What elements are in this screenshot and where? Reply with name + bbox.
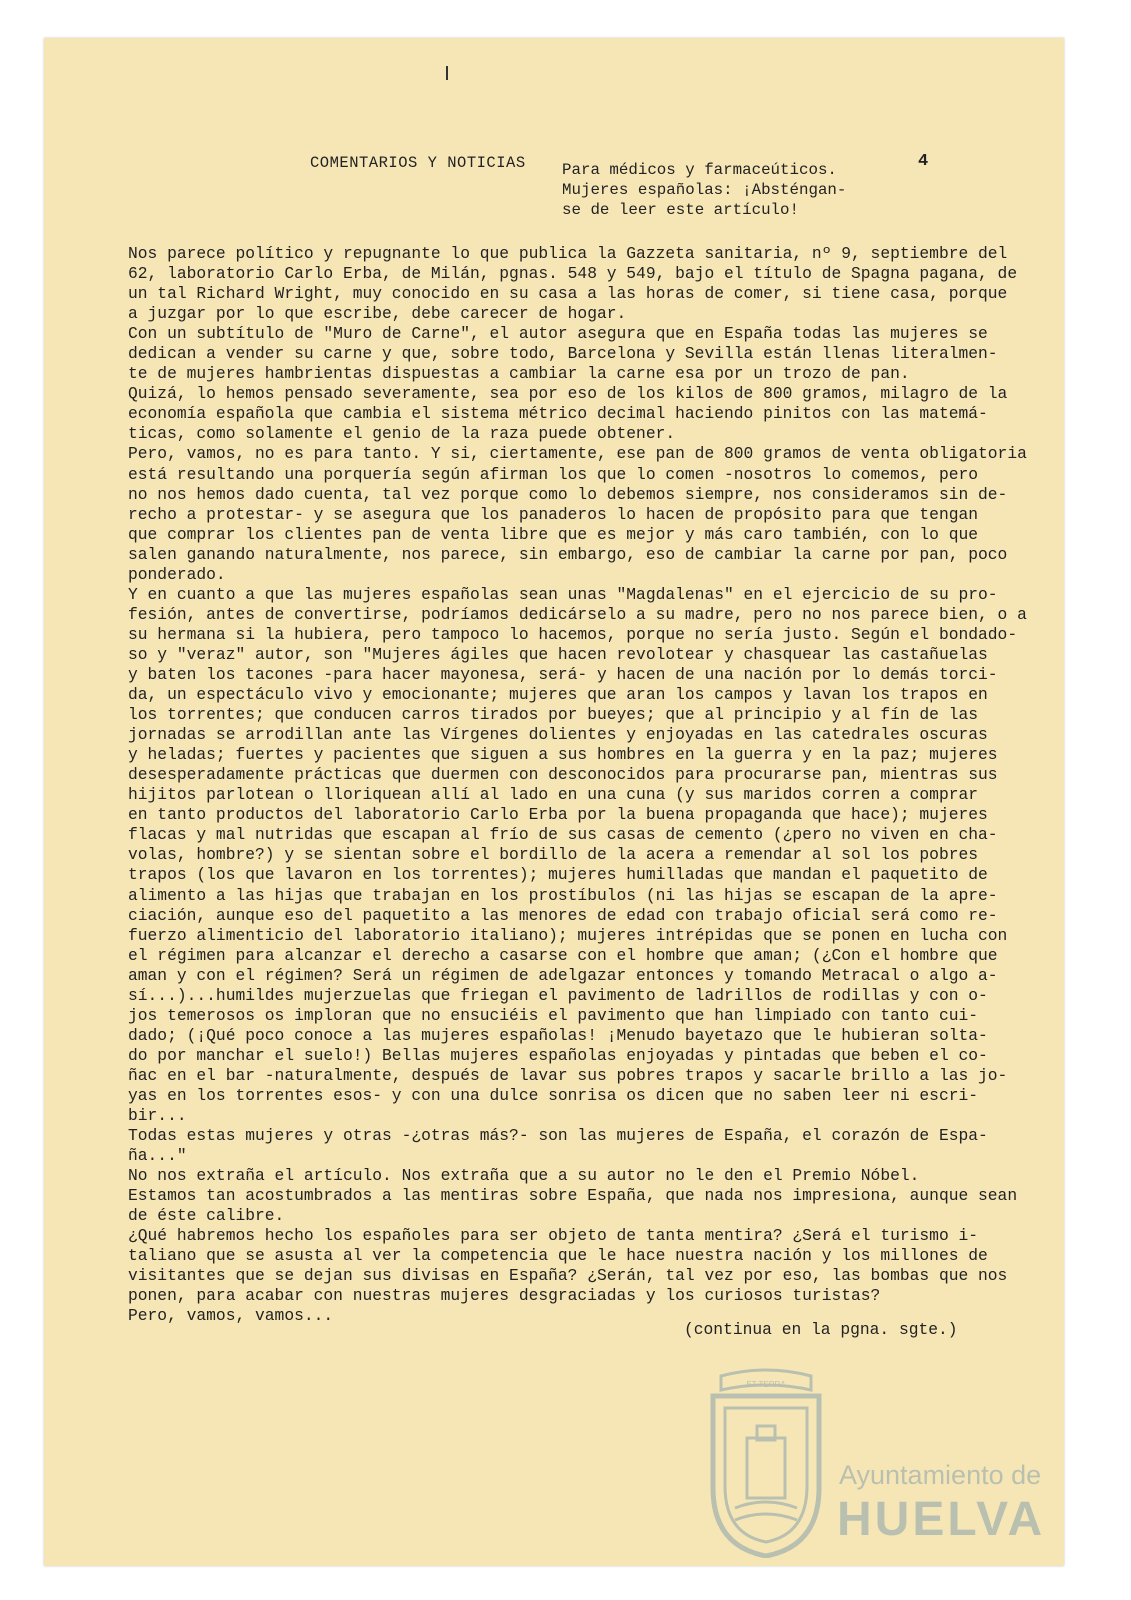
- body-line: ciación, aunque eso del paquetito a las menores de edad con trabajo oficial será como re-: [128, 905, 998, 925]
- body-line: alimento a las hijas que trabajan en los prostíbulos (ni las hijas se escapan de la apre-: [128, 885, 998, 905]
- body-line: 62, laboratorio Carlo Erba, de Milán, pgnas. 548 y 549, bajo el título de Spagna pagana, de: [128, 264, 1018, 284]
- continuation-note: (continua en la pgna. sgte.): [684, 1320, 958, 1339]
- body-line: que comprar los clientes pan de venta libre que es mejor y más caro también, con lo que: [128, 524, 979, 544]
- body-line: bir...: [128, 1106, 187, 1126]
- side-note: [562, 160, 846, 220]
- page-number: 4: [918, 152, 929, 171]
- watermark-line1: Ayuntamiento de: [839, 1460, 1042, 1490]
- body-line: salen ganando naturalmente, nos parece, sin embargo, eso de cambiar la carne por pan, poco: [128, 544, 1008, 564]
- punch-mark: [446, 66, 448, 80]
- body-line: Y en cuanto a que las mujeres españolas sean unas "Magdalenas" en el ejercicio de su pro-: [128, 584, 998, 604]
- body-line: jornadas se arrodillan ante las Vírgenes dolientes y enjoyadas en las catedrales oscuras: [128, 725, 988, 745]
- body-line: Todas estas mujeres y otras -¿otras más?- son las mujeres de España, el corazón de Espa-: [128, 1126, 988, 1146]
- watermark-line2: HUELVA: [837, 1493, 1046, 1546]
- body-line: ticas, como solamente el genio de la raza puede obtener.: [128, 424, 676, 444]
- body-line: dedican a vender su carne y que, sobre todo, Barcelona y Sevilla están llenas literalmen-: [128, 344, 998, 364]
- body-line: en tanto productos del laboratorio Carlo Erba por la buena propaganda que hace); mujeres: [128, 805, 988, 825]
- city-shield-icon: [707, 1368, 825, 1558]
- body-line: flacas y mal nutridas que escapan al frío de sus casas de cemento (¿pero no viven en cha-: [128, 825, 998, 845]
- body-line: dado; (¡Qué poco conoce a las mujeres españolas! ¡Menudo bayetazo que le hubieran solta-: [128, 1025, 988, 1045]
- body-line: ñac en el bar -naturalmente, después de lavar sus pobres trapos y sacarle brillo a las jo-: [128, 1065, 1008, 1085]
- body-line: un tal Richard Wright, muy conocido en su casa a las horas de comer, si tiene casa, porque: [128, 284, 1008, 304]
- body-line: no nos hemos dado cuenta, tal vez porque como lo debemos siempre, nos consideramos sin de-: [128, 484, 1008, 504]
- body-line: te de mujeres hambrientas dispuestas a cambiar la carne esa por un trozo de pan.: [128, 364, 910, 384]
- section-title: COMENTARIOS Y NOTICIAS: [310, 154, 526, 172]
- watermark: [699, 1368, 1059, 1568]
- body-line: Pero, vamos, vamos...: [128, 1306, 334, 1326]
- side-note-line: se de leer este artículo!: [562, 201, 799, 219]
- body-line: ponen, para acabar con nuestras mujeres desgraciadas y los curiosos turistas?: [128, 1286, 881, 1306]
- article-body: [128, 244, 1048, 1327]
- body-line: sí...)...humildes mujerzuelas que friegan el pavimento de ladrillos de rodillas y con o-: [128, 985, 988, 1005]
- side-note-line: Para médicos y farmaceúticos.: [562, 161, 837, 179]
- body-line: ¿Qué habremos hecho los españoles para ser objeto de tanta mentira? ¿Será el turismo i-: [128, 1226, 979, 1246]
- svg-text:ET TERRA: ET TERRA: [746, 1380, 786, 1389]
- body-line: economía española que cambia el sistema métrico decimal haciendo pinitos con las matemá-: [128, 404, 988, 424]
- side-note-line: Mujeres españolas: ¡Absténgan-: [562, 181, 847, 199]
- body-line: a juzgar por lo que escribe, debe carecer de hogar.: [128, 304, 627, 324]
- body-line: Nos parece político y repugnante lo que publica la Gazzeta sanitaria, nº 9, septiembre del: [128, 244, 1008, 263]
- body-line: trapos (los que lavaron en los torrentes); mujeres humilladas que mandan el paquetito de: [128, 865, 988, 885]
- body-line: desesperadamente prácticas que duermen con desconocidos para procurarse pan, mientras sus: [128, 765, 998, 785]
- body-line: recho a protestar- y se asegura que los panaderos lo hacen de propósito para que tengan: [128, 504, 979, 524]
- body-line: da, un espectáculo vivo y emocionante; mujeres que aran los campos y lavan los trapos en: [128, 685, 988, 705]
- body-line: y heladas; fuertes y pacientes que siguen a sus hombres en la guerra y en la paz; mujeres: [128, 745, 998, 765]
- body-line: de éste calibre.: [128, 1206, 285, 1226]
- body-line: hijitos parlotean o lloriquean allí al lado en una cuna (y sus maridos corren a comprar: [128, 785, 979, 805]
- body-line: el régimen para alcanzar el derecho a casarse con el hombre que aman; (¿Con el hombre que: [128, 945, 998, 965]
- body-line: su hermana si la hubiera, pero tampoco lo hacemos, porque no sería justo. Según el bondado-: [128, 624, 1018, 644]
- body-line: jos temerosos os imploran que no ensuciéis el pavimento que han limpiado con tanto cui-: [128, 1005, 979, 1025]
- body-line: está resultando una porquería según afirman los que lo comen -nosotros lo comemos, pero: [128, 464, 979, 484]
- body-line: ña...": [128, 1146, 187, 1166]
- body-line: Estamos tan acostumbrados a las mentiras sobre España, que nada nos impresiona, aunque sean: [128, 1186, 1018, 1206]
- body-line: No nos extraña el artículo. Nos extraña que a su autor no le den el Premio Nóbel.: [128, 1166, 920, 1186]
- body-line: taliano que se asusta al ver la competencia que le hace nuestra nación y los millones de: [128, 1246, 988, 1266]
- body-line: Quizá, lo hemos pensado severamente, sea por eso de los kilos de 800 gramos, milagro de la: [128, 384, 1008, 404]
- body-line: do por manchar el suelo!) Bellas mujeres españolas enjoyadas y pintadas que beben el co-: [128, 1045, 988, 1065]
- body-line: yas en los torrentes esos- y con una dulce sonrisa os dicen que no saben leer ni escri-: [128, 1085, 979, 1105]
- body-line: fesión, antes de convertirse, podríamos dedicárselo a su madre, pero no nos parece bien, o a: [128, 604, 1027, 624]
- body-line: aman y con el régimen? Será un régimen de adelgazar entonces y tomando Metracal o algo a-: [128, 965, 998, 985]
- body-line: visitantes que se dejan sus divisas en España? ¿Serán, tal vez por eso, las bombas que nos: [128, 1266, 1008, 1286]
- body-line: Pero, vamos, no es para tanto. Y si, ciertamente, ese pan de 800 gramos de venta obligatoria: [128, 444, 1027, 464]
- body-line: so y "veraz" autor, son "Mujeres ágiles que hacen revolotear y chasquear las castañuelas: [128, 644, 988, 664]
- body-line: volas, hombre?) y se sientan sobre el bordillo de la acera a remendar al sol los pobres: [128, 845, 979, 865]
- body-line: fuerzo alimenticio del laboratorio italiano); mujeres intrépidas que se ponen en lucha con: [128, 925, 1008, 945]
- document-page: [44, 38, 1064, 1566]
- body-line: y baten los tacones -para hacer mayonesa, será- y hacen de una nación por lo demás torci-: [128, 664, 998, 684]
- body-line: los torrentes; que conducen carros tirados por bueyes; que al principio y al fín de las: [128, 705, 979, 725]
- body-line: Con un subtítulo de "Muro de Carne", el autor asegura que en España todas las mujeres se: [128, 324, 988, 344]
- body-line: ponderado.: [128, 564, 226, 584]
